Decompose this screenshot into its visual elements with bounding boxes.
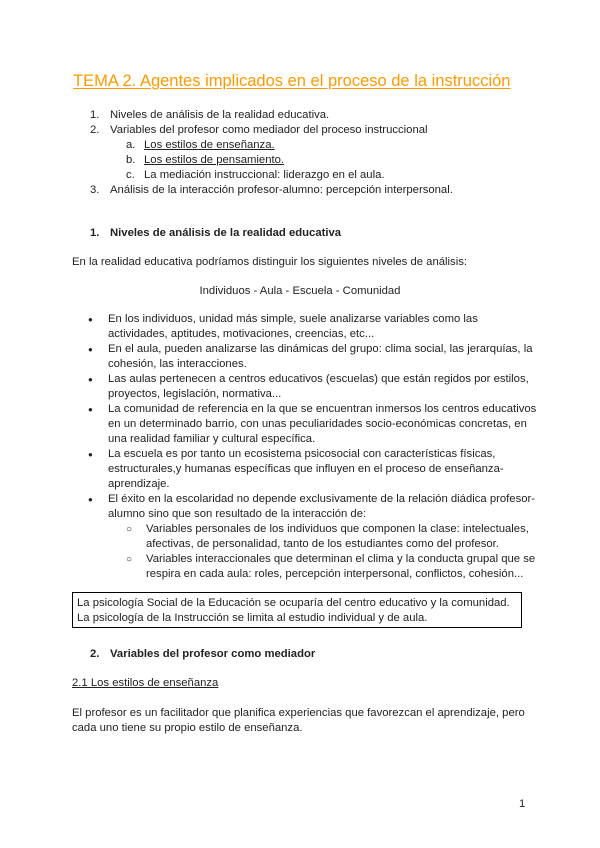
section2-heading [90,647,315,662]
toc-number: 3. [90,184,100,196]
table-of-contents [90,108,453,198]
toc-text: Niveles de análisis de la realidad educativa. [110,109,330,121]
nested-list-item: ○ Variables interaccionales que determinan el clima y la conducta grupal que se respira en cada aula: roles, percepción interpersonal, conflictos, cohesión... [126,552,538,582]
toc-link-estilos-ensenanza[interactable]: Los estilos de enseñanza. [144,139,275,151]
list-item: ● La escuela es por tanto un ecosistema psicosocial con características físicas, estructurales,y humanas específicas que influyen en el proceso de enseñanza-aprendizaje. [88,447,538,492]
section1-heading [90,226,341,241]
toc-link-estilos-pensamiento[interactable]: Los estilos de pensamiento. [144,154,285,166]
toc-number: 2. [90,124,100,136]
list-item: ● En los individuos, unidad más simple, suele analizarse variables como las actividades, aptitudes, motivaciones, creencias, etc... [88,312,538,342]
list-item [88,492,538,582]
paragraph-line: cada uno tiene su propio estilo de enseñanza. [72,722,303,734]
list-item: ● La comunidad de referencia en la que se encuentran inmersos los centros educativos en un determinado barrio, con unas peculiaridades socio-económicas concretas, en una realidad familiar y cultural específica. [88,402,538,447]
list-item: ● Las aulas pertenecen a centros educativos (escuelas) que están regidos por estilos, proyectos, legislación, normativa... [88,372,538,402]
levels-line: Individuos - Aula - Escuela - Comunidad [199,285,401,297]
toc-subitem [90,168,453,183]
toc-item [90,108,453,123]
page-title: TEMA 2. Agentes implicados en el proceso de la instrucción [73,72,511,90]
toc-subitem [90,153,453,168]
toc-item [90,183,453,198]
summary-line: La psicología Social de la Educación se ocuparía del centro educativo y la comunidad. [77,597,510,609]
toc-letter: b. [126,154,136,166]
toc-item [90,123,453,138]
toc-subitem [90,138,453,153]
toc-number: 1. [90,109,100,121]
page-number: 1 [519,798,526,810]
list-item: ● En el aula, pueden analizarse las dinámicas del grupo: clima social, las jerarquías, la cohesión, las interacciones. [88,342,538,372]
section2-number: 2. [90,648,100,660]
section1-bullet-list [88,312,538,582]
toc-letter: a. [126,139,136,151]
paragraph-line: El profesor es un facilitador que planifica experiencias que favorezcan el aprendizaje, pero [72,707,525,719]
summary-box [72,592,522,628]
toc-text: La mediación instruccional: liderazgo en el aula. [144,169,385,181]
nested-list-item: ○ Variables personales de los individuos que componen la clase: intelectuales, afectivas, de personalidad, tanto de los estudiantes como del profesor. [126,522,538,552]
nested-list [126,522,538,582]
section1-number: 1. [90,227,100,239]
subsection-heading: 2.1 Los estilos de enseñanza [72,677,219,689]
summary-line: La psicología de la Instrucción se limita al estudio individual y de aula. [77,612,428,624]
list-item-text: El éxito en la escolaridad no depende exclusivamente de la relación diádica profesor-alumno sino que son resultado de la interacción de: [108,493,536,520]
toc-letter: c. [126,169,135,181]
toc-text: Variables del profesor como mediador del proceso instruccional [110,124,428,136]
section2-title: Variables del profesor como mediador [110,648,316,660]
section1-title: Niveles de análisis de la realidad educativa [110,227,342,239]
section2-paragraph [72,706,525,736]
toc-text: Análisis de la interacción profesor-alumno: percepción interpersonal. [110,184,453,196]
section1-intro: En la realidad educativa podríamos distinguir los siguientes niveles de análisis: [72,256,467,268]
